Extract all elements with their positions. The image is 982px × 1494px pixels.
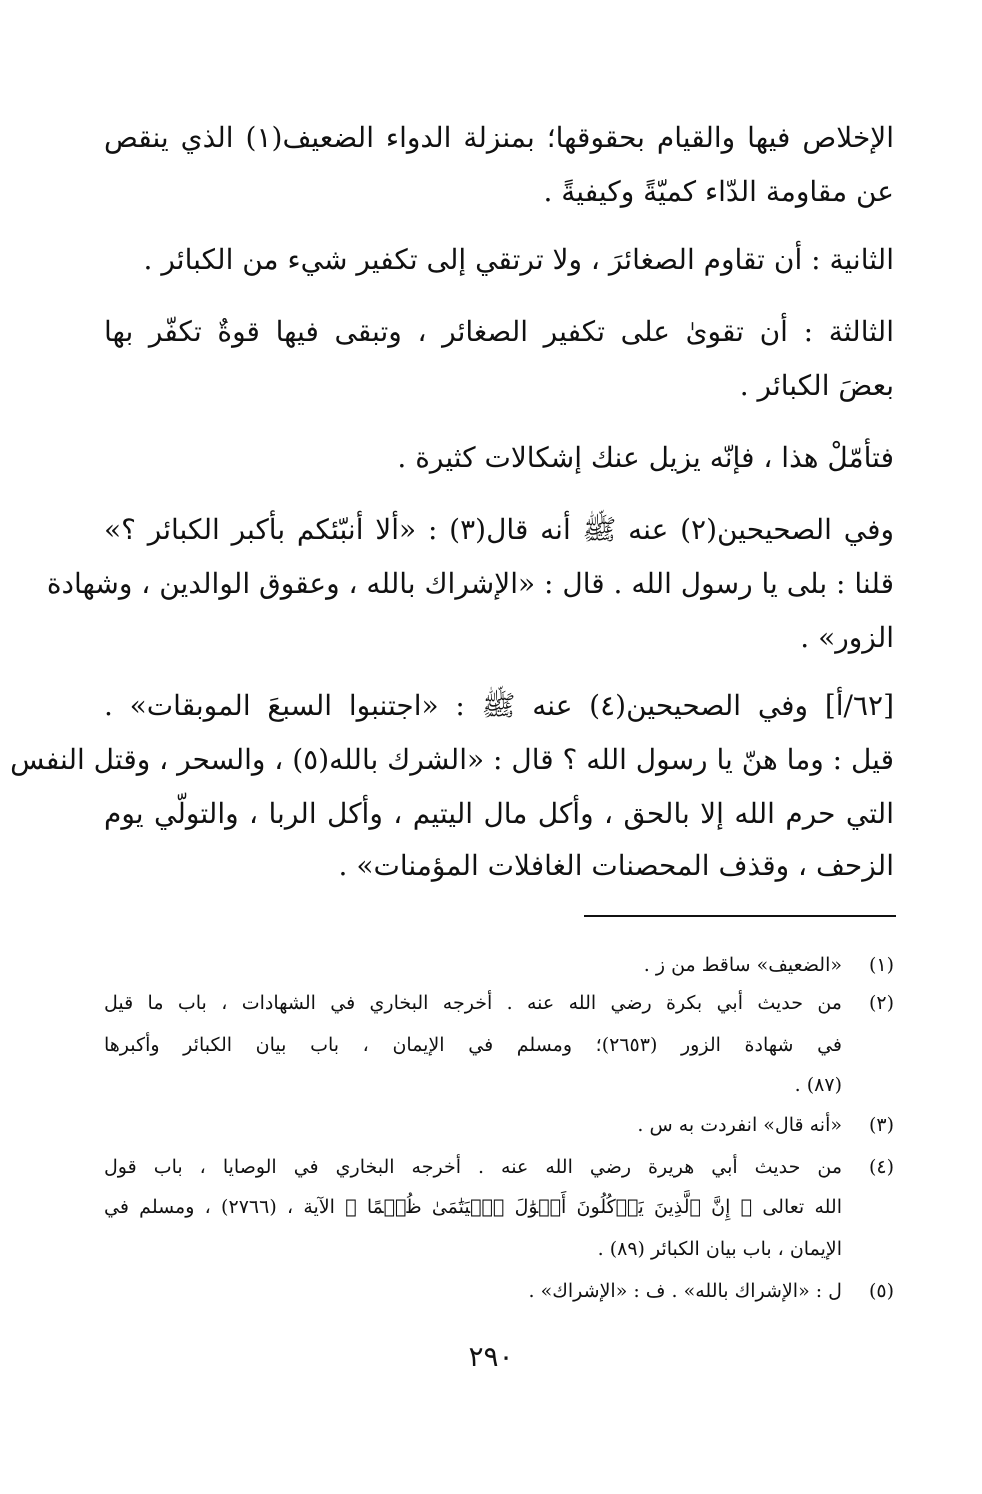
footnote-number: (١) (868, 954, 894, 976)
footnote-text: الإيمان ، باب بيان الكبائر (٨٩) . (597, 1238, 842, 1260)
footnote-text: «أنه قال» انفردت به س . (637, 1114, 842, 1136)
body-line: الزحف ، وقذف المحصنات الغافلات المؤمنات» . (338, 849, 894, 882)
footnote-5 (529, 1276, 894, 1306)
footnote-number: (٥) (868, 1280, 894, 1302)
body-line: وفي الصحيحين(٢) عنه ﷺ أنه قال(٣) : «ألا أنبّئكم بأكبر الكبائر ؟» (104, 513, 894, 546)
footnote-text: (٨٧) . (794, 1074, 842, 1096)
body-line: عن مقاومة الدّاء كميّةً وكيفيةً . (543, 175, 894, 208)
footnote-1 (644, 950, 894, 980)
body-line: [٦٢/أ] وفي الصحيحين(٤) عنه ﷺ : «اجتنبوا السبعَ الموبقات» . (104, 689, 894, 722)
footnote-text: من حديث أبي هريرة رضي الله عنه . أخرجه البخاري في الوصايا ، باب قول (104, 1156, 842, 1178)
body-line: فتأمّلْ هذا ، فإنّه يزيل عنك إشكالات كثيرة . (397, 441, 894, 474)
footnote-2 (842, 988, 894, 1018)
footnote-text: من حديث أبي بكرة رضي الله عنه . أخرجه البخاري في الشهادات ، باب ما قيل (104, 992, 842, 1014)
footnote-4 (842, 1152, 894, 1182)
footnote-text: الله تعالى ﴿ إِنَّ ٱلَّذِينَ يَأۡكُلُونَ أَمۡوَٰلَ ٱلۡيَتَٰمَىٰ ظُلۡمًا ﴾ الآية ، (٢٧٦٦) ، ومسلم في (104, 1196, 842, 1218)
footnote-number: (٤) (868, 1156, 894, 1178)
body-line: الإخلاص فيها والقيام بحقوقها؛ بمنزلة الدواء الضعيف(١) الذي ينقص (104, 121, 894, 154)
body-line: الزور» . (800, 621, 894, 654)
body-line: بعضَ الكبائر . (739, 369, 894, 402)
footnote-separator (584, 915, 896, 917)
footnote-text: في شهادة الزور (٢٦٥٣)؛ ومسلم في الإيمان ، باب بيان الكبائر وأكبرها (104, 1034, 842, 1056)
body-line: قيل : وما هنّ يا رسول الله ؟ قال : «الشرك بالله(٥) ، والسحر ، وقتل النفس (10, 743, 894, 776)
body-line: التي حرم الله إلا بالحق ، وأكل مال اليتيم ، وأكل الربا ، والتولّي يوم (104, 797, 894, 830)
body-line: الثالثة : أن تقوىٰ على تكفير الصغائر ، وتبقى فيها قوةٌ تكفّر بها (104, 315, 894, 348)
body-line: الثانية : أن تقاوم الصغائرَ ، ولا ترتقي إلى تكفير شيء من الكبائر . (143, 243, 894, 276)
body-line: قلنا : بلى يا رسول الله . قال : «الإشراك بالله ، وعقوق الوالدين ، وشهادة (46, 567, 894, 600)
footnote-text: «الضعيف» ساقط من ز . (643, 954, 842, 976)
page-number: ٢٩٠ (468, 1340, 514, 1373)
footnote-number: (٢) (868, 992, 894, 1014)
footnote-number: (٣) (868, 1114, 894, 1136)
footnote-text: ل : «الإشراك بالله» . ف : «الإشراك» . (528, 1280, 842, 1302)
footnote-3 (637, 1110, 894, 1140)
